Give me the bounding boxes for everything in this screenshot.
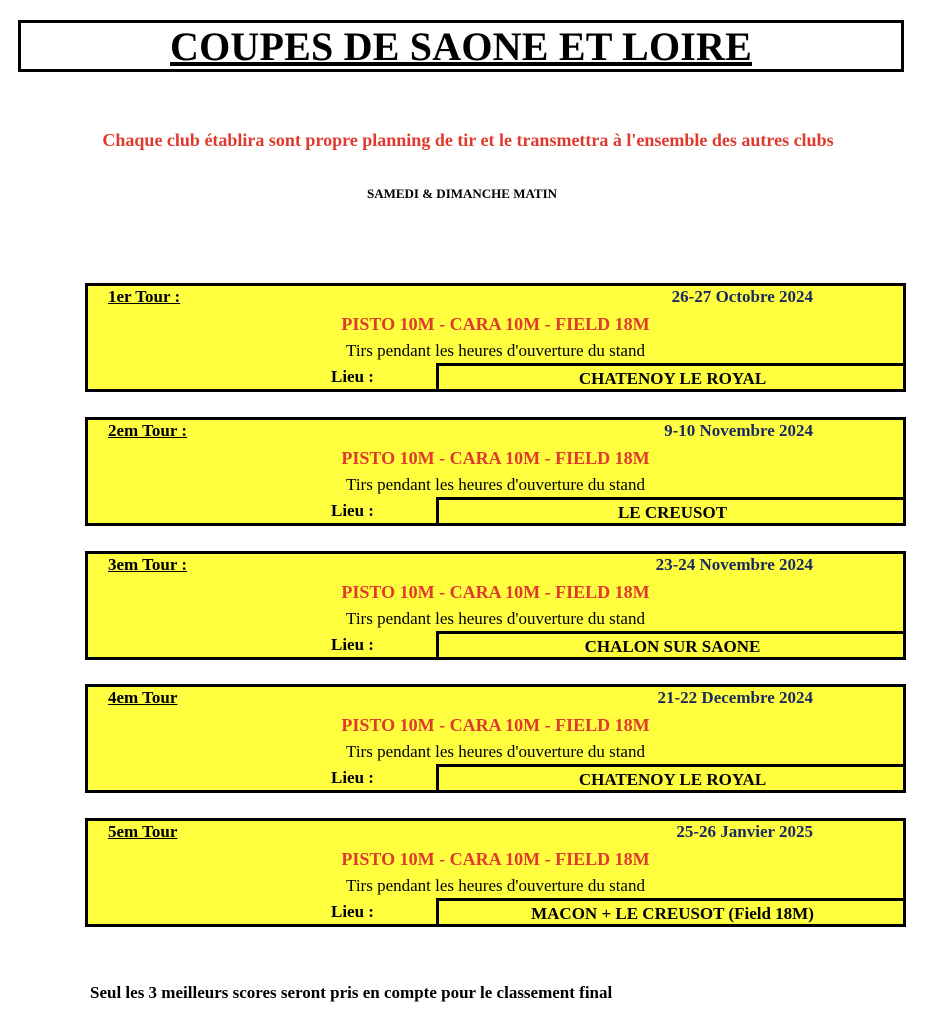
tour-disciplines: PISTO 10M - CARA 10M - FIELD 18M <box>341 314 650 334</box>
tour-disciplines: PISTO 10M - CARA 10M - FIELD 18M <box>341 715 650 735</box>
footer-note: Seul les 3 meilleurs scores seront pris en compte pour le classement final <box>90 983 613 1002</box>
tour-hours: Tirs pendant les heures d'ouverture du stand <box>346 609 645 628</box>
title-box <box>18 20 904 72</box>
schedule-subheading <box>0 186 936 202</box>
lieu-value: MACON + LE CREUSOT (Field 18M) <box>436 898 906 926</box>
tour-hours: Tirs pendant les heures d'ouverture du stand <box>346 341 645 360</box>
lieu-value: CHATENOY LE ROYAL <box>436 363 906 391</box>
tour-hours: Tirs pendant les heures d'ouverture du stand <box>346 876 645 895</box>
lieu-label: Lieu : <box>331 902 374 921</box>
tour-date: 25-26 Janvier 2025 <box>676 822 813 841</box>
tour-date: 9-10 Novembre 2024 <box>664 421 813 440</box>
tour-block-2 <box>85 417 906 526</box>
lieu-label: Lieu : <box>331 367 374 386</box>
page-title: COUPES DE SAONE ET LOIRE <box>170 23 752 69</box>
tour-disciplines: PISTO 10M - CARA 10M - FIELD 18M <box>341 582 650 602</box>
tour-hours: Tirs pendant les heures d'ouverture du stand <box>346 475 645 494</box>
lieu-value: CHALON SUR SAONE <box>436 631 906 659</box>
lieu-value: LE CREUSOT <box>436 497 906 525</box>
tour-disciplines: PISTO 10M - CARA 10M - FIELD 18M <box>341 448 650 468</box>
tour-label: 1er Tour : <box>108 287 181 306</box>
tour-block-4 <box>85 684 906 793</box>
tour-label: 2em Tour : <box>108 421 188 440</box>
tour-block-3 <box>85 551 906 660</box>
tour-label: 4em Tour <box>108 688 178 707</box>
subheading-text: SAMEDI & DIMANCHE MATIN <box>366 186 558 201</box>
lieu-label: Lieu : <box>331 501 374 520</box>
tour-date: 21-22 Decembre 2024 <box>657 688 813 707</box>
tour-label: 3em Tour : <box>108 555 188 574</box>
lieu-label: Lieu : <box>331 768 374 787</box>
lieu-label: Lieu : <box>331 635 374 654</box>
tour-date: 26-27 Octobre 2024 <box>671 287 813 306</box>
tour-block-5 <box>85 818 906 927</box>
tour-label: 5em Tour <box>108 822 178 841</box>
tour-disciplines: PISTO 10M - CARA 10M - FIELD 18M <box>341 849 650 869</box>
tour-date: 23-24 Novembre 2024 <box>655 555 813 574</box>
notice-text: Chaque club établira sont propre planning de tir et le transmettra à l'ensemble des autres clubs <box>102 130 834 150</box>
tour-block-1 <box>85 283 906 392</box>
tour-hours: Tirs pendant les heures d'ouverture du stand <box>346 742 645 761</box>
lieu-value: CHATENOY LE ROYAL <box>436 764 906 792</box>
